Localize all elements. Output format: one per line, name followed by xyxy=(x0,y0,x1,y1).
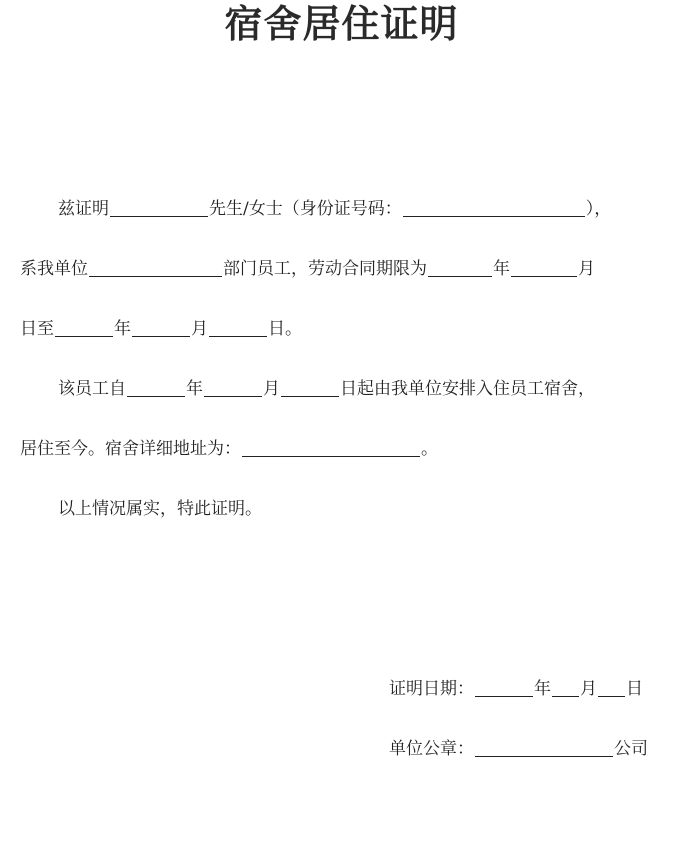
month-label: 月 xyxy=(191,319,208,339)
para1-line2-mid: 部门员工，劳动合同期限为 xyxy=(223,259,427,279)
name-blank[interactable] xyxy=(110,200,208,217)
document-title: 宿舍居住证明 xyxy=(224,2,459,46)
month-label: 月 xyxy=(263,379,280,399)
date-month-label: 月 xyxy=(580,679,597,699)
year-label: 年 xyxy=(186,379,203,399)
date-month-blank[interactable] xyxy=(552,680,579,697)
company-name-blank[interactable] xyxy=(475,740,613,757)
para1-line1 xyxy=(58,198,611,220)
para1-mid1: 先生/女士（身份证号码： xyxy=(209,199,402,219)
para1-line2 xyxy=(20,258,595,280)
month-label: 月 xyxy=(578,259,595,279)
contract-start-month-blank[interactable] xyxy=(511,260,577,277)
day-to-label: 日至 xyxy=(20,319,54,339)
para2-line2 xyxy=(20,438,438,460)
date-year-label: 年 xyxy=(534,679,551,699)
para2-tail: 日起由我单位安排入住员工宿舍， xyxy=(340,379,595,399)
year-label: 年 xyxy=(493,259,510,279)
address-label: 居住至今。宿舍详细地址为： xyxy=(20,439,241,459)
date-label: 证明日期： xyxy=(389,679,474,699)
move-in-month-blank[interactable] xyxy=(204,380,262,397)
para3-line: 以上情况属实，特此证明。 xyxy=(58,499,262,519)
move-in-year-blank[interactable] xyxy=(127,380,185,397)
contract-end-day-blank[interactable] xyxy=(209,320,267,337)
move-in-day-blank[interactable] xyxy=(281,380,339,397)
date-day-label: 日 xyxy=(626,679,643,699)
para1-suffix: ）， xyxy=(585,199,612,219)
date-day-blank[interactable] xyxy=(598,680,625,697)
address-blank[interactable] xyxy=(242,440,420,457)
id-number-blank[interactable] xyxy=(403,200,585,217)
contract-end-month-blank[interactable] xyxy=(132,320,190,337)
para1-prefix: 兹证明 xyxy=(58,199,109,219)
year-label: 年 xyxy=(114,319,131,339)
seal-line xyxy=(389,738,648,760)
contract-start-year-blank[interactable] xyxy=(428,260,492,277)
para1-line3 xyxy=(20,318,302,340)
company-label: 公司 xyxy=(614,739,648,759)
date-year-blank[interactable] xyxy=(475,680,533,697)
seal-label: 单位公章： xyxy=(389,739,474,759)
para2-prefix: 该员工自 xyxy=(58,379,126,399)
date-line xyxy=(389,678,643,700)
para2-line1 xyxy=(58,378,595,400)
day-end-label: 日。 xyxy=(268,319,302,339)
contract-end-year-blank[interactable] xyxy=(55,320,113,337)
para1-line2-prefix: 系我单位 xyxy=(20,259,88,279)
department-blank[interactable] xyxy=(89,260,222,277)
para2-end: 。 xyxy=(421,439,438,459)
